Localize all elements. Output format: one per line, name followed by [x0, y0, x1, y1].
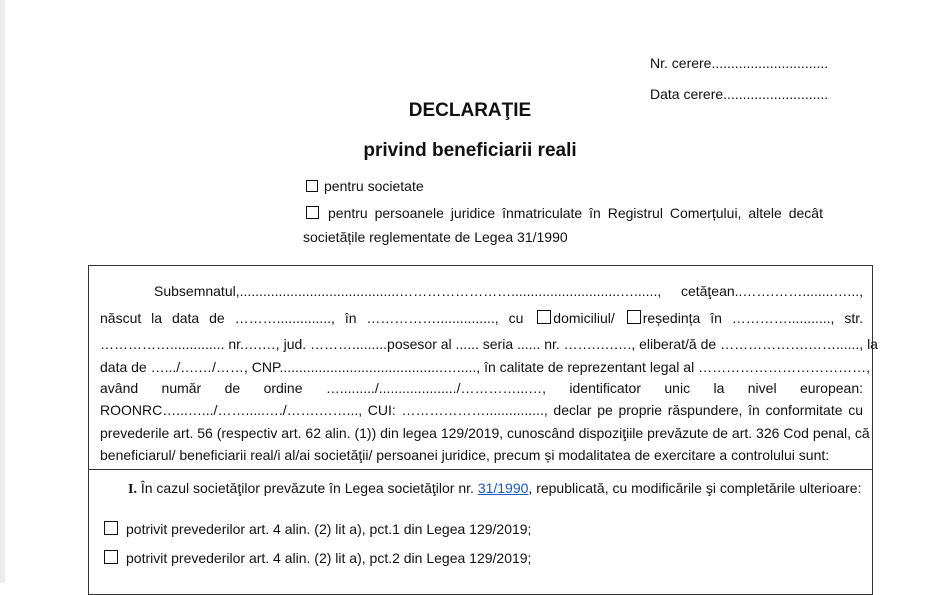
checkbox-resedinta[interactable] [627, 310, 641, 324]
resedinta-label: reședința în …………..........., str. [642, 310, 864, 326]
checkbox-societate[interactable] [306, 180, 318, 192]
option-pj-label-line1: pentru persoanele juridice înmatriculate în Registrul Comerțului, altele decât [328, 205, 823, 221]
section-1-roman: I. [128, 482, 137, 497]
law-31-1990-link[interactable]: 31/1990 [477, 480, 529, 496]
option-pct1-label: potrivit prevederilor art. 4 alin. (2) lit a), pct.1 din Legea 129/2019; [126, 521, 532, 537]
declaration-line-5: având număr de ordine …........./..................../…………...…, identificator unic la nivel european: [100, 380, 863, 396]
request-date: Data cerere........................... [650, 86, 829, 102]
declaration-line-2 [100, 310, 863, 326]
declaration-line-3: …………….............. nr.….…, jud. ……….........posesor al ...... seria ...... nr. …….….…., eliberat/ă de ……………….……......, la [100, 336, 878, 352]
declaration-line-2-start: născut la data de ……….............., în ……………..............., cu [100, 310, 524, 326]
declaration-line-8: beneficiarul/ beneficiarii real/i al/ai societăţii/ persoanei juridice, precum și modalitatea de exercitare a controlului sunt: [100, 447, 830, 463]
checkbox-persoane-juridice[interactable] [306, 206, 319, 219]
document-subtitle: privind beneficiarii reali [363, 140, 577, 161]
section-divider [88, 469, 873, 470]
option-societate-label: pentru societate [324, 178, 424, 194]
declaration-line-1: Subsemnatul,.........................................……………………............................…......, cetăţean..…….……........…..., [154, 283, 863, 299]
declaration-line-4: data de ….../….…/……, CNP..........................................…....., în calitate de reprezentant legal al ………………………………, [100, 359, 870, 375]
declaration-line-6: ROONRC…...….../…….....…./…….……..., CUI: ………………..............., declar pe proprie răspundere, în conformitate cu [100, 402, 863, 418]
request-number: Nr. cerere.............................. [650, 55, 829, 71]
option-pct1[interactable] [104, 521, 531, 537]
section-1-heading [128, 480, 861, 498]
option-pct2-label: potrivit prevederilor art. 4 alin. (2) lit a), pct.2 din Legea 129/2019; [126, 550, 532, 566]
checkbox-domiciliu[interactable] [537, 310, 551, 324]
page-edge-shadow [0, 0, 5, 583]
declaration-line-7: prevederile art. 56 (respectiv art. 62 alin. (1)) din legea 129/2019, cunoscând dispoziţiile prevăzute de art. 326 Cod penal, că [100, 425, 870, 441]
document-title: DECLARAŢIE [408, 100, 532, 121]
section-1-text-after: , republicată, cu modificările şi completările ulterioare: [528, 480, 862, 496]
section-1-text-before: În cazul societăţilor prevăzute în Legea societăţilor nr. [136, 480, 478, 496]
checkbox-pct2[interactable] [104, 550, 118, 564]
option-pct2[interactable] [104, 550, 531, 566]
option-pj-label-line2: societățile reglementate de Legea 31/1990 [303, 229, 568, 245]
option-persoane-juridice[interactable] [306, 205, 823, 221]
checkbox-pct1[interactable] [104, 521, 118, 535]
option-societate[interactable] [306, 178, 424, 194]
domiciliu-label: domiciliul/ [553, 310, 615, 326]
